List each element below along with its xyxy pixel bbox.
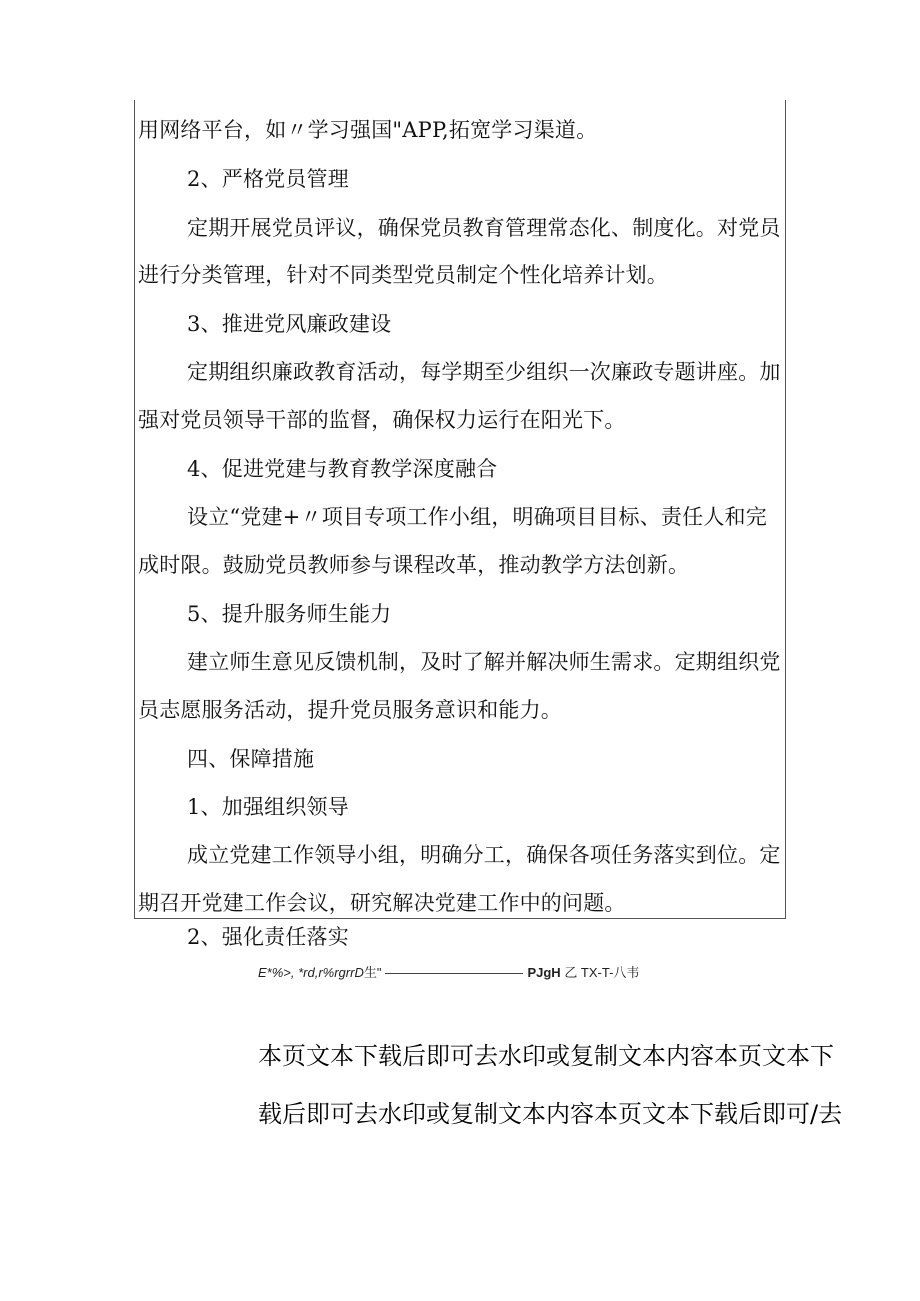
section-heading: 四、保障措施: [187, 747, 315, 771]
body-line: 成时限。鼓励党员教师参与课程改革，推动教学方法创新。: [138, 553, 690, 577]
section-heading: 2、强化责任落实: [187, 925, 349, 949]
body-line: 期召开党建工作会议，研究解决党建工作中的问题。: [138, 891, 626, 915]
page-footer: [258, 966, 639, 979]
watermark-notice-line: 载后即可去水印或复制文本内容本页文本下载后即可/去: [258, 1100, 843, 1128]
body-line: 设立“党建+〃项目专项工作小组，明确项目目标、责任人和完: [187, 505, 767, 529]
footer-char: 生": [363, 965, 382, 980]
section-heading: 2、严格党员管理: [187, 167, 349, 191]
footer-rule: [385, 973, 523, 974]
section-heading: 5、提升服务师生能力: [187, 602, 392, 626]
footer-code: PJgH: [527, 965, 561, 980]
body-line: 定期组织廉政教育活动，每学期至少组织一次廉政专题讲座。加: [187, 360, 781, 384]
watermark-notice-line: 本页文本下载后即可去水印或复制文本内容本页文本下: [258, 1042, 834, 1070]
footer-tail: 乙 TX-T-八韦: [564, 965, 640, 980]
body-line: 用网络平台，如〃学习强国"APP,拓宽学习渠道。: [138, 118, 598, 142]
section-heading: 3、推进党风廉政建设: [187, 312, 392, 336]
body-line: 强对党员领导干部的监督，确保权力运行在阳光下。: [138, 408, 626, 432]
section-heading: 1、加强组织领导: [187, 795, 349, 819]
body-line: 进行分类管理，针对不同类型党员制定个性化培养计划。: [138, 263, 668, 287]
body-line: 员志愿服务活动，提升党员服务意识和能力。: [138, 698, 562, 722]
section-heading: 4、促进党建与教育教学深度融合: [187, 457, 498, 481]
body-line: 建立师生意见反馈机制，及时了解并解决师生需求。定期组织党: [187, 650, 781, 674]
body-line: 定期开展党员评议，确保党员教育管理常态化、制度化。对党员: [187, 216, 781, 240]
body-line: 成立党建工作领导小组，明确分工，确保各项任务落实到位。定: [187, 843, 781, 867]
footer-garbled-text: E*%>, *rd,r%rgrrD: [258, 965, 364, 980]
